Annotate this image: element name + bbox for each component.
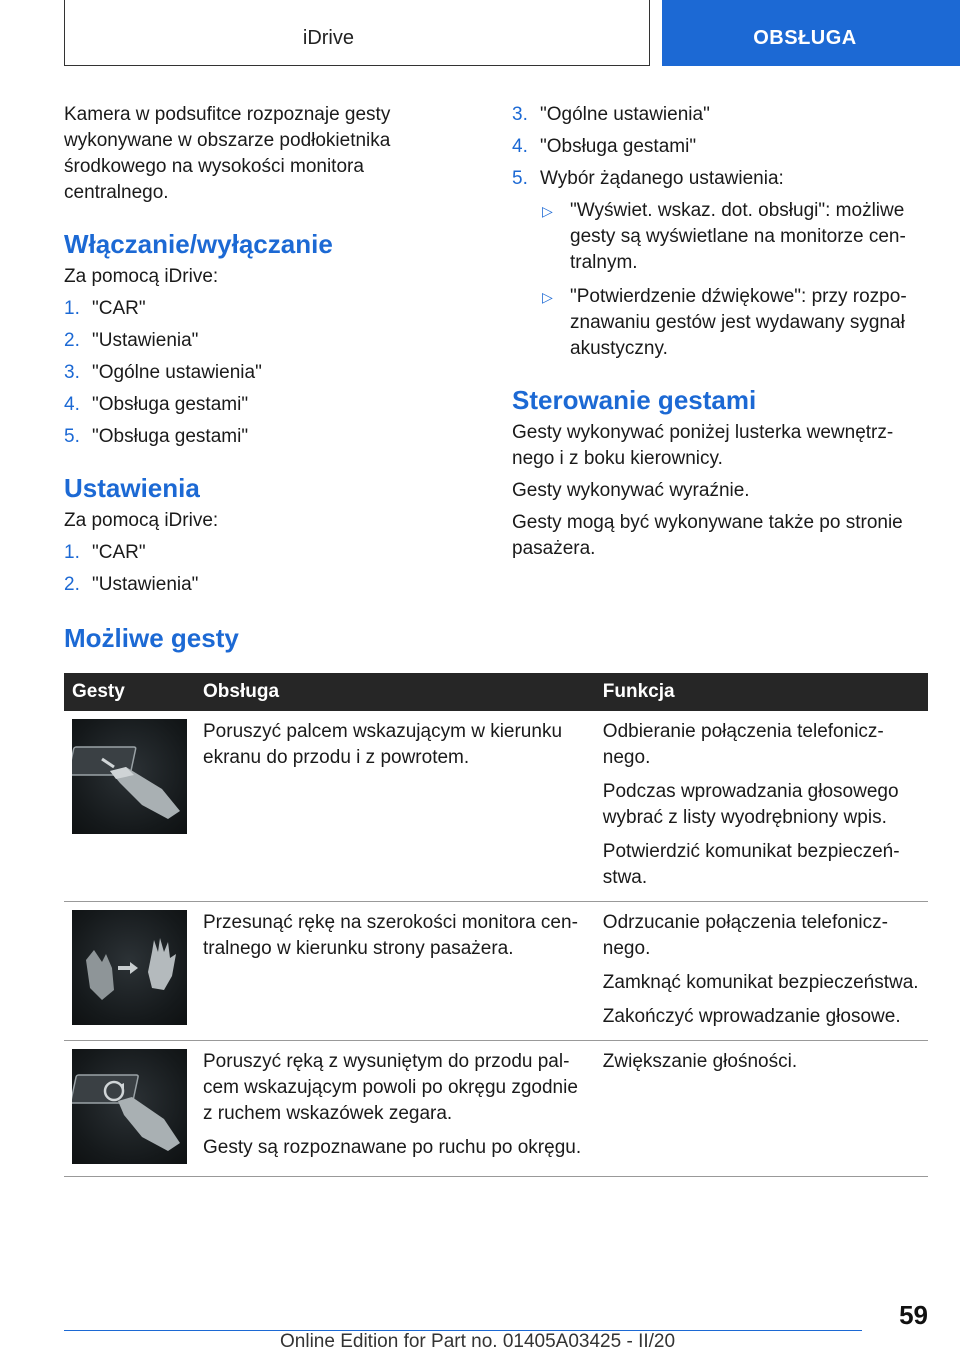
- step-text: "CAR": [92, 298, 146, 319]
- right-column: [512, 102, 912, 568]
- triangle-bullet-icon: ▷: [542, 203, 553, 219]
- footer-edition: Online Edition for Part no. 01405A03425 - II/20: [280, 1331, 676, 1352]
- operation-cell: [195, 902, 595, 1041]
- function-text: Podczas wprowadzania głosowego wybrać z listy wyodrębniony wpis.: [602, 781, 899, 828]
- function-text: Odrzucanie połączenia telefonicznego.: [602, 912, 888, 959]
- heading-settings: Ustawienia: [64, 473, 200, 503]
- control-paragraph: Gesty mogą być wykonywane także po stronie pasażera.: [512, 512, 903, 559]
- function-text: Zwiększanie głośności.: [602, 1051, 798, 1072]
- step-text: "Ustawienia": [92, 330, 199, 351]
- step-number: 4.: [64, 394, 80, 415]
- step-text: "Obsługa gestami": [92, 426, 249, 447]
- finger-circle-gesture-icon: [72, 1049, 187, 1164]
- step-number: 1.: [64, 298, 80, 319]
- onoff-steps: [64, 296, 464, 450]
- list-item: [512, 102, 912, 128]
- function-text: Potwierdzić komunikat bezpieczeństwa.: [602, 841, 900, 888]
- operation-text: Poruszyć ręką z wysuniętym do przodu palcem wskazującym powoli po okręgu zgodnie z ruchem wskazówek zegara.: [203, 1051, 578, 1124]
- option-text: "Wyświet. wskaz. dot. obsługi": możliwe gesty są wyświetlane na monitorze centralnym.: [570, 200, 906, 273]
- header-frame: [64, 0, 650, 66]
- step-text: "Obsługa gestami": [92, 394, 249, 415]
- list-item: [64, 392, 464, 418]
- step-text: "Ogólne ustawienia": [92, 362, 262, 383]
- operation-text: Poruszyć palcem wskazującym w kierunku ekranu do przodu i z powrotem.: [203, 721, 563, 768]
- triangle-bullet-icon: ▷: [542, 289, 553, 305]
- function-text: Odbieranie połączenia telefonicznego.: [602, 721, 884, 768]
- step-number: 1.: [64, 542, 80, 563]
- list-item: [64, 540, 464, 566]
- hand-swipe-gesture-icon: [72, 910, 187, 1025]
- step-text: "CAR": [92, 542, 146, 563]
- settings-steps: [64, 540, 464, 598]
- header-section-title: iDrive: [302, 27, 354, 49]
- onoff-lead: Za pomocą iDrive:: [64, 266, 219, 287]
- list-item: [540, 198, 912, 276]
- list-item: [64, 572, 464, 598]
- gesture-image-cell: [64, 902, 195, 1041]
- column-header-gestures: Gesty: [64, 673, 195, 711]
- control-paragraph: Gesty wykonywać wyraźnie.: [512, 480, 750, 501]
- control-paragraph: Gesty wykonywać poniżej lusterka wewnętrznego i z boku kierownicy.: [512, 422, 894, 469]
- function-text: Zamknąć komunikat bezpieczeństwa.: [602, 972, 919, 993]
- list-item: [64, 424, 464, 450]
- step-text: "Ustawienia": [92, 574, 199, 595]
- settings-steps-continued: [512, 102, 912, 192]
- column-header-operation: Obsługa: [195, 673, 595, 711]
- left-column: [64, 102, 464, 604]
- list-item: [64, 328, 464, 354]
- intro-paragraph: Kamera w podsufitce rozpoznaje gesty wykonywane w obszarze podłokietnika środkowego na wysokości monitora centralnego.: [64, 104, 391, 203]
- heading-possible-gestures: Możliwe gesty: [64, 623, 239, 653]
- step-number: 5.: [64, 426, 80, 447]
- step-text: "Obsługa gestami": [540, 136, 697, 157]
- page-number: 59: [899, 1300, 928, 1330]
- step-text: "Ogólne ustawienia": [540, 104, 710, 125]
- heading-gesture-control: Sterowanie gestami: [512, 385, 757, 415]
- gesture-image-cell: [64, 1041, 195, 1177]
- step-number: 5.: [512, 168, 528, 189]
- step-text: Wybór żądanego ustawienia:: [540, 168, 784, 189]
- operation-cell: [195, 711, 595, 902]
- gesture-image-cell: [64, 711, 195, 902]
- gestures-table: [64, 673, 928, 1177]
- step-number: 4.: [512, 136, 528, 157]
- table-row: [64, 711, 928, 902]
- step-number: 3.: [64, 362, 80, 383]
- function-cell: [595, 1041, 928, 1177]
- function-cell: [595, 902, 928, 1041]
- operation-text: Gesty są rozpoznawane po ruchu po okręgu.: [203, 1137, 582, 1158]
- finger-point-gesture-icon: [72, 719, 187, 834]
- list-item: [512, 166, 912, 192]
- operation-cell: [195, 1041, 595, 1177]
- list-item: [512, 134, 912, 160]
- table-row: [64, 902, 928, 1041]
- step-number: 3.: [512, 104, 528, 125]
- header-chapter-title: OBSŁUGA: [753, 27, 857, 49]
- step-number: 2.: [64, 574, 80, 595]
- setting-options: [540, 198, 912, 362]
- operation-text: Przesunąć rękę na szerokości monitora centralnego w kierunku strony pasażera.: [203, 912, 578, 959]
- table-header-row: [64, 673, 928, 711]
- function-text: Zakończyć wprowadzanie głosowe.: [602, 1006, 901, 1027]
- settings-lead: Za pomocą iDrive:: [64, 510, 219, 531]
- column-header-function: Funkcja: [595, 673, 928, 711]
- list-item: [64, 360, 464, 386]
- table-row: [64, 1041, 928, 1177]
- option-text: "Potwierdzenie dźwiękowe": przy rozpoznawaniu gestów jest wydawany sygnał akustyczny.: [570, 286, 907, 359]
- list-item: [64, 296, 464, 322]
- step-number: 2.: [64, 330, 80, 351]
- function-cell: [595, 711, 928, 902]
- list-item: [540, 284, 912, 362]
- heading-onoff: Włączanie/wyłączanie: [64, 229, 333, 259]
